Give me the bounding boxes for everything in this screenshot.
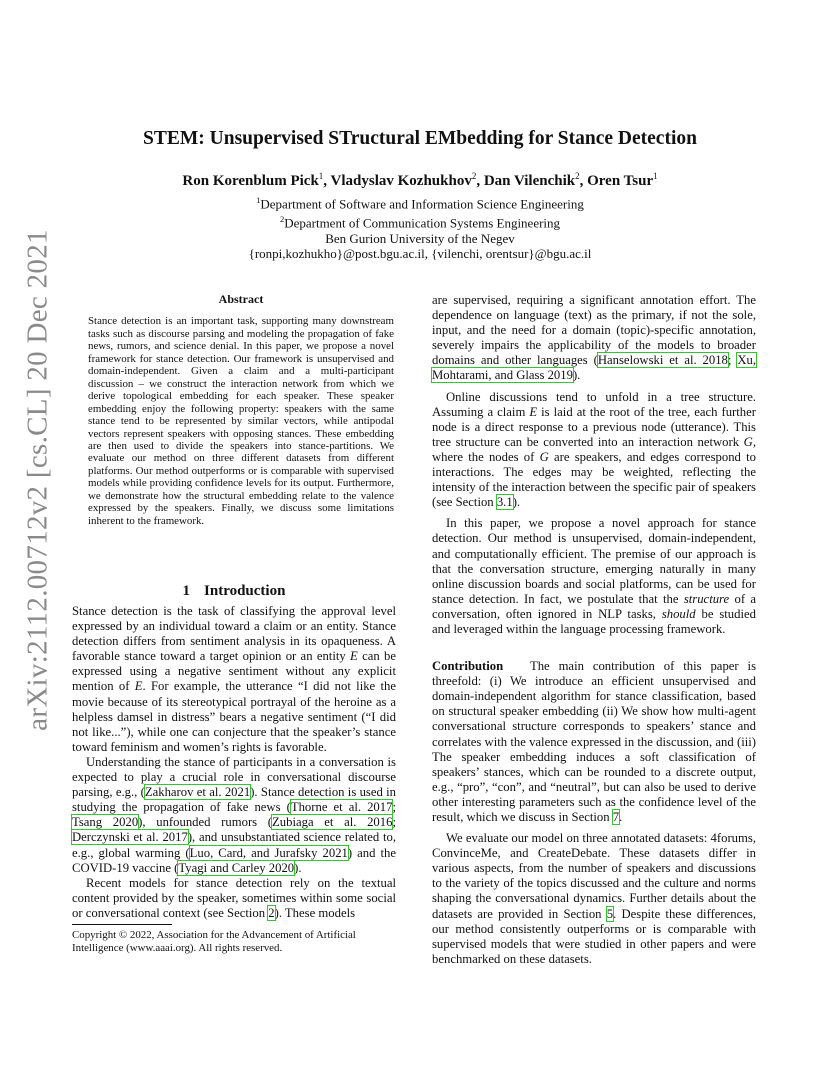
section-ref-link[interactable]: 7	[612, 810, 620, 824]
emphasis: should	[661, 606, 696, 621]
section-ref-link[interactable]: 3.1	[496, 495, 513, 510]
affiliation-sup: 2	[279, 213, 285, 224]
text-run: , where the nodes of	[432, 434, 756, 464]
author-name: Oren Tsur	[587, 173, 654, 189]
author-name: Dan Vilenchik	[483, 173, 576, 189]
abstract-heading: Abstract	[218, 292, 264, 306]
author-list	[80, 171, 760, 190]
author-separator: ,	[579, 173, 588, 189]
text-run: Stance detection is the task of classifying the approval level expressed by an individual toward a claim or an entity. Stance detection differs from sentiment analysis in its opaqueness. A favorable stance toward a target opinion or an entity	[72, 604, 396, 664]
text-run: is laid at the root of the tree, each further node is a direct response to a previous node (utterance). This tree structure can be converted into an interaction network	[432, 404, 756, 449]
citation-link[interactable]: Hanselowski et al. 2018	[597, 353, 728, 368]
section-title: Introduction	[204, 583, 286, 599]
text-run: ).	[512, 495, 521, 510]
paragraph	[432, 831, 756, 967]
math-var: E	[529, 404, 538, 419]
math-var: E	[350, 649, 358, 664]
right-column-body	[432, 293, 756, 967]
paragraph	[72, 755, 396, 876]
affiliation-text: Department of Communication Systems Engineering	[284, 215, 561, 231]
text-run: are speakers, and edges correspond to interactions. The edges may be weighted, reflecting the intensity of the interaction between the specific pair of speakers (see Section	[432, 449, 756, 510]
text-run: Understanding the stance of participants in a conversation is expected to play a crucial role in conversational discourse parsing, e.g., (	[72, 754, 396, 800]
affiliation-sup: 1	[256, 195, 261, 205]
text-run: of a conversation, often ignored in NLP tasks,	[432, 591, 756, 621]
paragraph	[72, 604, 396, 755]
author-affil-sup: 2	[471, 171, 477, 181]
paragraph	[432, 516, 756, 637]
text-run: In this paper, we propose a novel approach for stance detection. Our method is unsupervised, domain-independent, and computationally efficient. The premise of our approach is that the conversation structure, emerging naturally in many online discussion boards and social platforms, can be used for stance detection. In fact, we postulate that the	[432, 516, 756, 606]
math-var: G	[743, 434, 753, 449]
text-run: ), unfounded rumors (	[138, 815, 273, 830]
footnote-rule	[72, 924, 172, 925]
paragraph	[72, 876, 396, 921]
author-name: Ron Korenblum Pick	[182, 173, 319, 189]
author-affil-sup: 2	[575, 171, 580, 181]
copyright-footnote	[72, 924, 396, 955]
text-run: .	[619, 810, 623, 824]
text-run: We evaluate our model on three annotated datasets: 4forums, ConvinceMe, and CreateDebate. These datasets differ in various aspects, from the number of speakers and discussions to the variety of the topics discussed and the culture and norms shaping the conversational dynamics. Further details about the datasets are provided in Section	[432, 831, 756, 921]
section-number: 1	[182, 583, 191, 599]
text-run: can be expressed using a negative sentiment without any explicit mention of	[72, 649, 396, 694]
citation-link[interactable]: Derczynski et al. 2017	[72, 830, 188, 845]
math-var: G	[539, 449, 549, 464]
text-run: . Despite these differences, our method consistently outperforms or is comparable with supervised models that were studied in other papers and were benchmarked on these datasets.	[432, 906, 756, 966]
text-run: ). These models	[274, 905, 356, 920]
emphasis: structure	[683, 591, 730, 606]
abstract	[88, 293, 394, 527]
text-run: ) and the COVID-19 vaccine (	[72, 845, 396, 875]
paragraph	[432, 390, 756, 511]
citation-link[interactable]: Thorne et al. 2017	[290, 800, 393, 815]
affiliation-text: Department of Software and Information Science Engineering	[260, 196, 584, 212]
text-run: The main contribution of this paper is threefold: (i) We introduce an efficient unsupervised and domain-independent algorithm for stance classification, based on structural speaker embedding (ii) We show how multi-agent conversational structure corresponds to speakers’ stance and correlates with the valence expressed in the discussion, and (iii) The speaker embedding induces a soft classification of speakers’ stances, which can be rounded to a discrete output, e.g., “pro”, “con”, and “neutral”, but can also be used to derive other interesting parameters such as the confidence level of the result, which we discuss in Section	[432, 659, 757, 824]
text-run: ).	[572, 368, 581, 383]
section-ref-link[interactable]: 5	[606, 906, 614, 921]
text-run: Recent models for stance detection rely on the textual content provided by the speaker, sometimes within some social or conversational context (see Section	[72, 875, 396, 920]
paragraph-heading: Contribution	[432, 659, 504, 674]
emails: {ronpi,kozhukho}@post.bgu.ac.il, {vilenchi, orentsur}@bgu.ac.il	[248, 246, 592, 262]
section-heading-introduction	[72, 583, 396, 600]
university: Ben Gurion University of the Negev	[325, 230, 515, 246]
text-run: . For example, the utterance “I did not like the movie because of its stereotypical portrayal of the heroine as a helpless damsel in distress” bears a negative sentiment (“I did not like...”), while one can conjecture that the speaker’s stance toward feminism and women’s rights is favorable.	[72, 679, 396, 754]
affiliations	[80, 193, 760, 262]
text-run: ;	[392, 800, 396, 815]
arxiv-stamp-text: arXiv:2112.00712v2 [cs.CL] 20 Dec 2021	[21, 229, 54, 731]
paragraph	[432, 293, 756, 384]
citation-link[interactable]: Tyagi and Carley 2020	[178, 860, 295, 875]
paragraph	[432, 659, 756, 825]
affiliation-1	[80, 193, 760, 212]
text-run: ;	[392, 815, 396, 830]
paper-title: STEM: Unsupervised STructural EMbedding for Stance Detection	[143, 128, 697, 149]
citation-link[interactable]: Xu, Mohtarami, and Glass 2019	[432, 353, 756, 383]
text-run: be studied and leveraged within the language processing framework.	[432, 606, 756, 636]
abstract-text: Stance detection is an important task, supporting many downstream tasks such as discourse parsing and modeling the propagation of fake news, rumors, and science denial. In this paper, we propose a novel framework for stance detection. Our framework is unsupervised and domain-independent. Given a claim and a multi-participant discussion – we construct the interaction network from which we derive topological embedding for each speaker. These speaker embedding enjoy the following property: speakers with the same stance tend to be represented by similar vectors, while antipodal vectors represent speakers with opposing stances. These embedding are then used to divide the speakers into stance-partitions. We evaluate our method on three different datasets from different platforms. Our method outperforms or is comparable with supervised models while providing confidence levels for its output. Furthermore, we demonstrate how the structural embedding relate to the valence expressed by the speakers. Finally, we discuss some limitations inherent to the framework.	[88, 315, 394, 527]
arxiv-stamp	[6, 0, 70, 1072]
author-separator: ,	[323, 173, 331, 189]
citation-link[interactable]: Tsang 2020	[72, 815, 139, 830]
author-separator: ,	[476, 173, 484, 189]
text-run: ).	[294, 860, 302, 875]
citation-link[interactable]: Luo, Card, and Jurafsky 2021	[189, 845, 348, 860]
author-affil-sup: 1	[318, 171, 324, 181]
left-column-body	[72, 604, 396, 921]
affiliation-2	[80, 212, 760, 231]
text-run: ), and unsubstantiated science related to, e.g., global warming (	[72, 830, 396, 860]
text-run: ). Stance detection is used in studying the propagation of fake news (	[72, 785, 396, 815]
copyright-text: Copyright © 2022, Association for the Advancement of Artificial Intelligence (www.aaai.org). All rights reserved.	[72, 929, 356, 954]
citation-link[interactable]: Zubiaga et al. 2016	[272, 815, 393, 830]
text-run: Online discussions tend to unfold in a tree structure. Assuming a claim	[432, 389, 756, 419]
citation-link[interactable]: Zakharov et al. 2021	[144, 785, 251, 800]
text-run: ;	[727, 353, 738, 368]
author-affil-sup: 1	[653, 171, 658, 181]
math-var: E	[134, 679, 143, 694]
text-run: are supervised, requiring a significant annotation effort. The dependence on language (text) as the primary, if not the sole, input, and the need for a domain (topic)-specific annotation, severely impairs the applicability of the models to broader domains and other languages (	[432, 293, 756, 368]
author-name: Vladyslav Kozhukhov	[330, 173, 472, 189]
section-ref-link[interactable]: 2	[268, 905, 275, 920]
